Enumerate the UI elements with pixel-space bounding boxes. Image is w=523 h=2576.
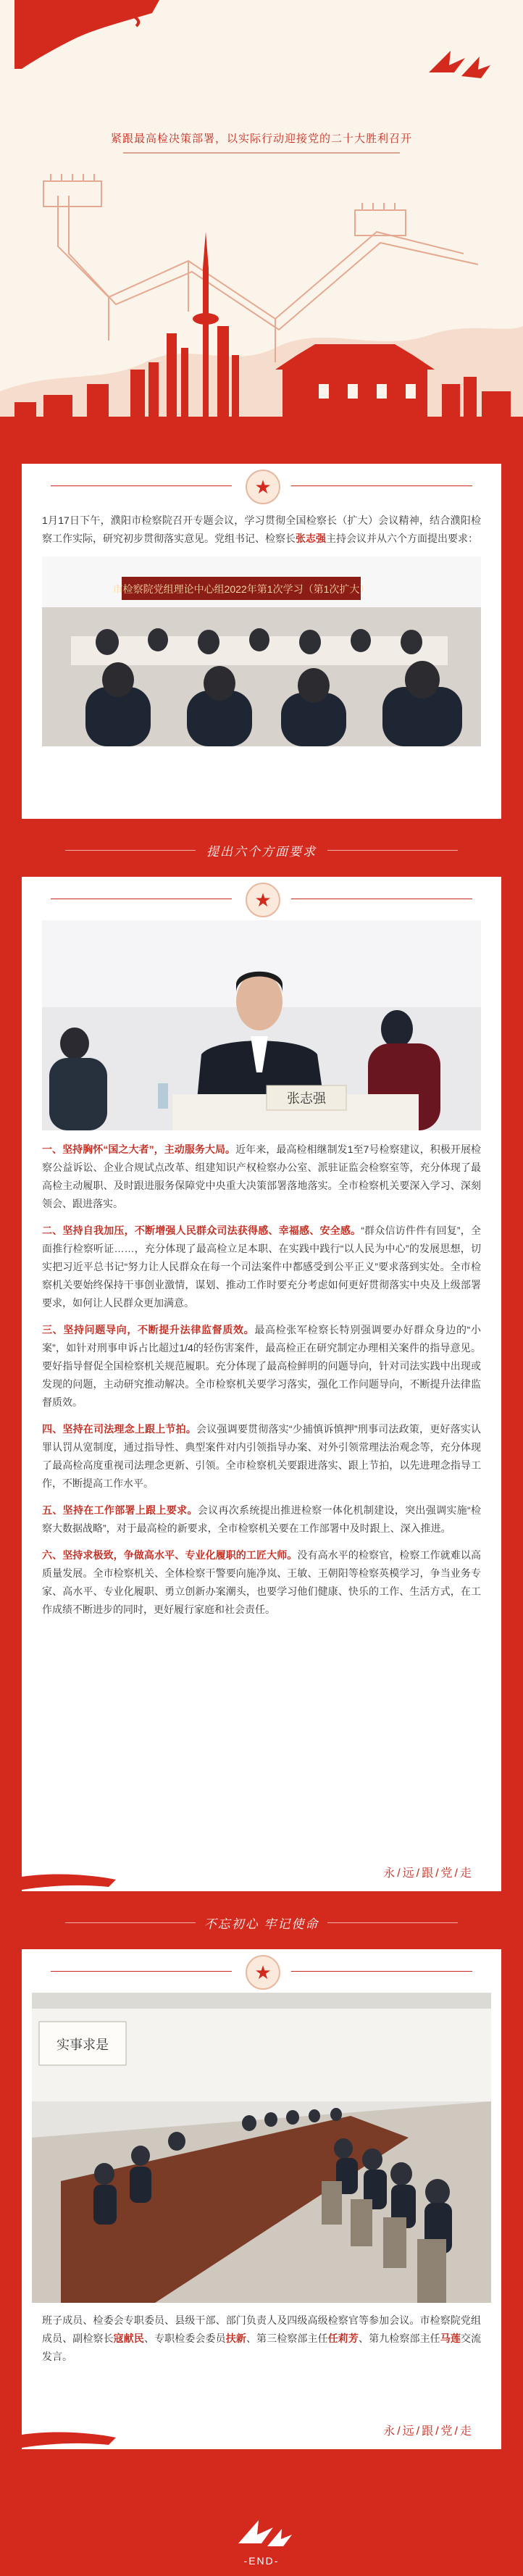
requirement-item [42,1321,481,1412]
speaker-image [42,920,481,1130]
requirement-lead: 二、坚持自我加压，不断增强人民群众司法获得感、幸福感、安全感。 [42,1225,361,1236]
great-wall-illustration [0,152,523,464]
section-title-text: 提出六个方面要求 [206,845,317,859]
red-brush-stroke-decoration [22,1870,116,1891]
nameplate-text: 张志强 [287,1091,326,1106]
slogan-tag: 永/远/跟/党/走 [383,2425,474,2438]
red-brush-stroke-decoration [22,2427,116,2449]
chief-name: 张志强 [296,533,326,544]
requirement-item [42,1420,481,1493]
requirement-lead: 五、坚持在工作部署上跟上要求。 [42,1504,198,1516]
meeting-room-image [42,557,481,746]
attendance-text: 、第九检察部主任 [359,2333,440,2344]
star-icon: ★ [246,1955,280,1990]
divider [291,1971,472,1972]
divider [291,485,472,486]
requirements-list [22,1141,501,1619]
speaker-name: 马莲 [440,2333,461,2344]
red-brush-stroke-decoration [14,0,159,69]
star-icon: ★ [246,470,280,504]
intro-text: 1月17日下午，濮阳市检察院召开专题会议，学习贯彻全国检察长（扩大）会议精神，结合濮阳检察工作实际，研究初步贯彻落实意见。党组书记、检察长 [42,514,481,544]
intro-card [22,464,501,819]
slogan-tag: 永/远/跟/党/走 [383,1867,474,1880]
intro-paragraph [42,512,481,548]
end-marker: -END- [243,2555,280,2567]
requirement-body: 没有高水平的检察官，检察工作就难以高质量发展。全市检察机关、全体检察干警要向施净岚、王敏、王朝阳等检察英模学习，争当业务专家、高水平、专业化履职、勇立创新办案潮头，也要学习他们健康、快乐的工作、生活方式，在工作成绩不断进步的同时，更好履行家庭和社会责任。 [42,1549,482,1615]
header-banner [0,0,523,464]
divider [327,1922,458,1923]
requirements-card [22,877,501,1891]
calligraphy-text: 实事求是 [57,2038,109,2052]
signature-row [22,2414,501,2449]
attendance-card [22,1949,501,2449]
requirement-body: 会议强调要贯彻落实“少捕慎诉慎押”刑事司法政策，更好落实认罪认罚从宽制度，通过指导性、典型案件对内引领指导办案、对外引领常理法治观念等，充分体现了最高检高度重视司法理念更新、引领。全市检察机关要跟进落实、跟上节拍，以先进理念指导工作，不断提高工作水平。 [42,1423,482,1489]
conference-room-image [32,1993,491,2303]
section-title-requirements [0,835,523,867]
speaker-name: 扶新 [225,2333,246,2344]
header-subtitle: 紧跟最高检决策部署，以实际行动迎接党的二十大胜利召开 [110,133,412,145]
meeting-photo [42,557,481,746]
requirement-item [42,1546,481,1619]
speaker-name: 任莉芳 [327,2333,359,2344]
speaker-name: 寇献民 [113,2333,144,2344]
footer [0,2507,523,2576]
attendance-text: 、第三检察部主任 [246,2333,328,2344]
requirement-lead: 三、坚持问题导向，不断提升法律监督质效。 [42,1324,255,1335]
star-icon: ★ [246,883,280,917]
requirement-item [42,1501,481,1538]
requirement-lead: 四、坚持在司法理念上跟上节拍。 [42,1423,197,1435]
requirement-item [42,1141,481,1213]
card-header-decoration [22,464,501,507]
attendance-text: 、专职检委会委员 [143,2333,226,2344]
requirement-item [42,1222,481,1312]
dove-icon [422,43,494,87]
requirement-body: “群众信访件件有回复”，全面推行检察听证……，充分体现了最高检立足本职、在实践中践行“以人民为中心”的发展思想，切实把习近平总书记“努力让人民群众在每一个司法案件中都感受到公平正义”要求落到实处。全市检察机关要始终保持干事创业激情，谋划、推动工作时要充分考虑如何更好贯彻落实中央及上级部署要求，如何让人民群众更加满意。 [42,1225,481,1309]
attendance-text: 交流发言。 [42,2333,482,2362]
attendance-text: 班子成员、检委会专职委员、县级干部、部门负责人及四级高级检察官等参加会议。市检察院党组成员、副检察长 [42,2314,481,2344]
requirement-body: 会议再次系统提出推进检察一体化机制建设，突出强调实施“检察大数据战略”，对于最高检的新要求，全市检察机关要在工作部署中及时跟上、深入推进。 [42,1504,481,1534]
photo-banner-text: 市检察院党组理论中心组2022年第1次学习（第1次扩大） [112,583,370,595]
requirement-body: 最高检张军检察长特别强调要办好群众身边的“小案”，如针对刑事申诉占比超过1/4的轻伤害案件，最高检正在研究制定办理相关案件的指导意见。要好指导督促全国检察机关规范履职。充分体现了最高检鲜明的问题导向，针对司法实践中出现或发现的问题，主动研究推动解决。全市检察机关要学习落实，强化工作问题导向，不断提升法律监督质效。 [42,1324,482,1408]
divider [51,1971,232,1972]
card-header-decoration [22,1949,501,1993]
conference-room-photo [32,1993,491,2303]
card-header-decoration [22,877,501,920]
requirement-lead: 六、坚持求极致，争做高水平、专业化履职的工匠大师。 [42,1549,298,1561]
red-ribbon [0,426,523,464]
attendance-paragraph [42,2312,481,2366]
requirement-body: 近年来，最高检相继制发1至7号检察建议，积极开展检察公益诉讼、企业合规试点改革、组建知识产权检察办公室、派驻证监会检察室等，充分体现了最高检主动履职、及时跟进服务保障党中央重大决策部署落地落实。全市检察机关要深入学习、深刻领会、跟进落实。 [42,1143,482,1209]
requirement-lead: 一、坚持胸怀“国之大者”，主动服务大局。 [42,1143,236,1155]
section-title-text: 不忘初心 牢记使命 [204,1917,319,1931]
divider [327,850,458,851]
divider [51,485,232,486]
signature-row [22,1856,501,1891]
speaker-photo [42,920,481,1130]
intro-tail: 主持会议并从六个方面提出要求： [326,533,478,544]
section-title-mission [0,1907,523,1939]
dove-icon [225,2512,298,2552]
